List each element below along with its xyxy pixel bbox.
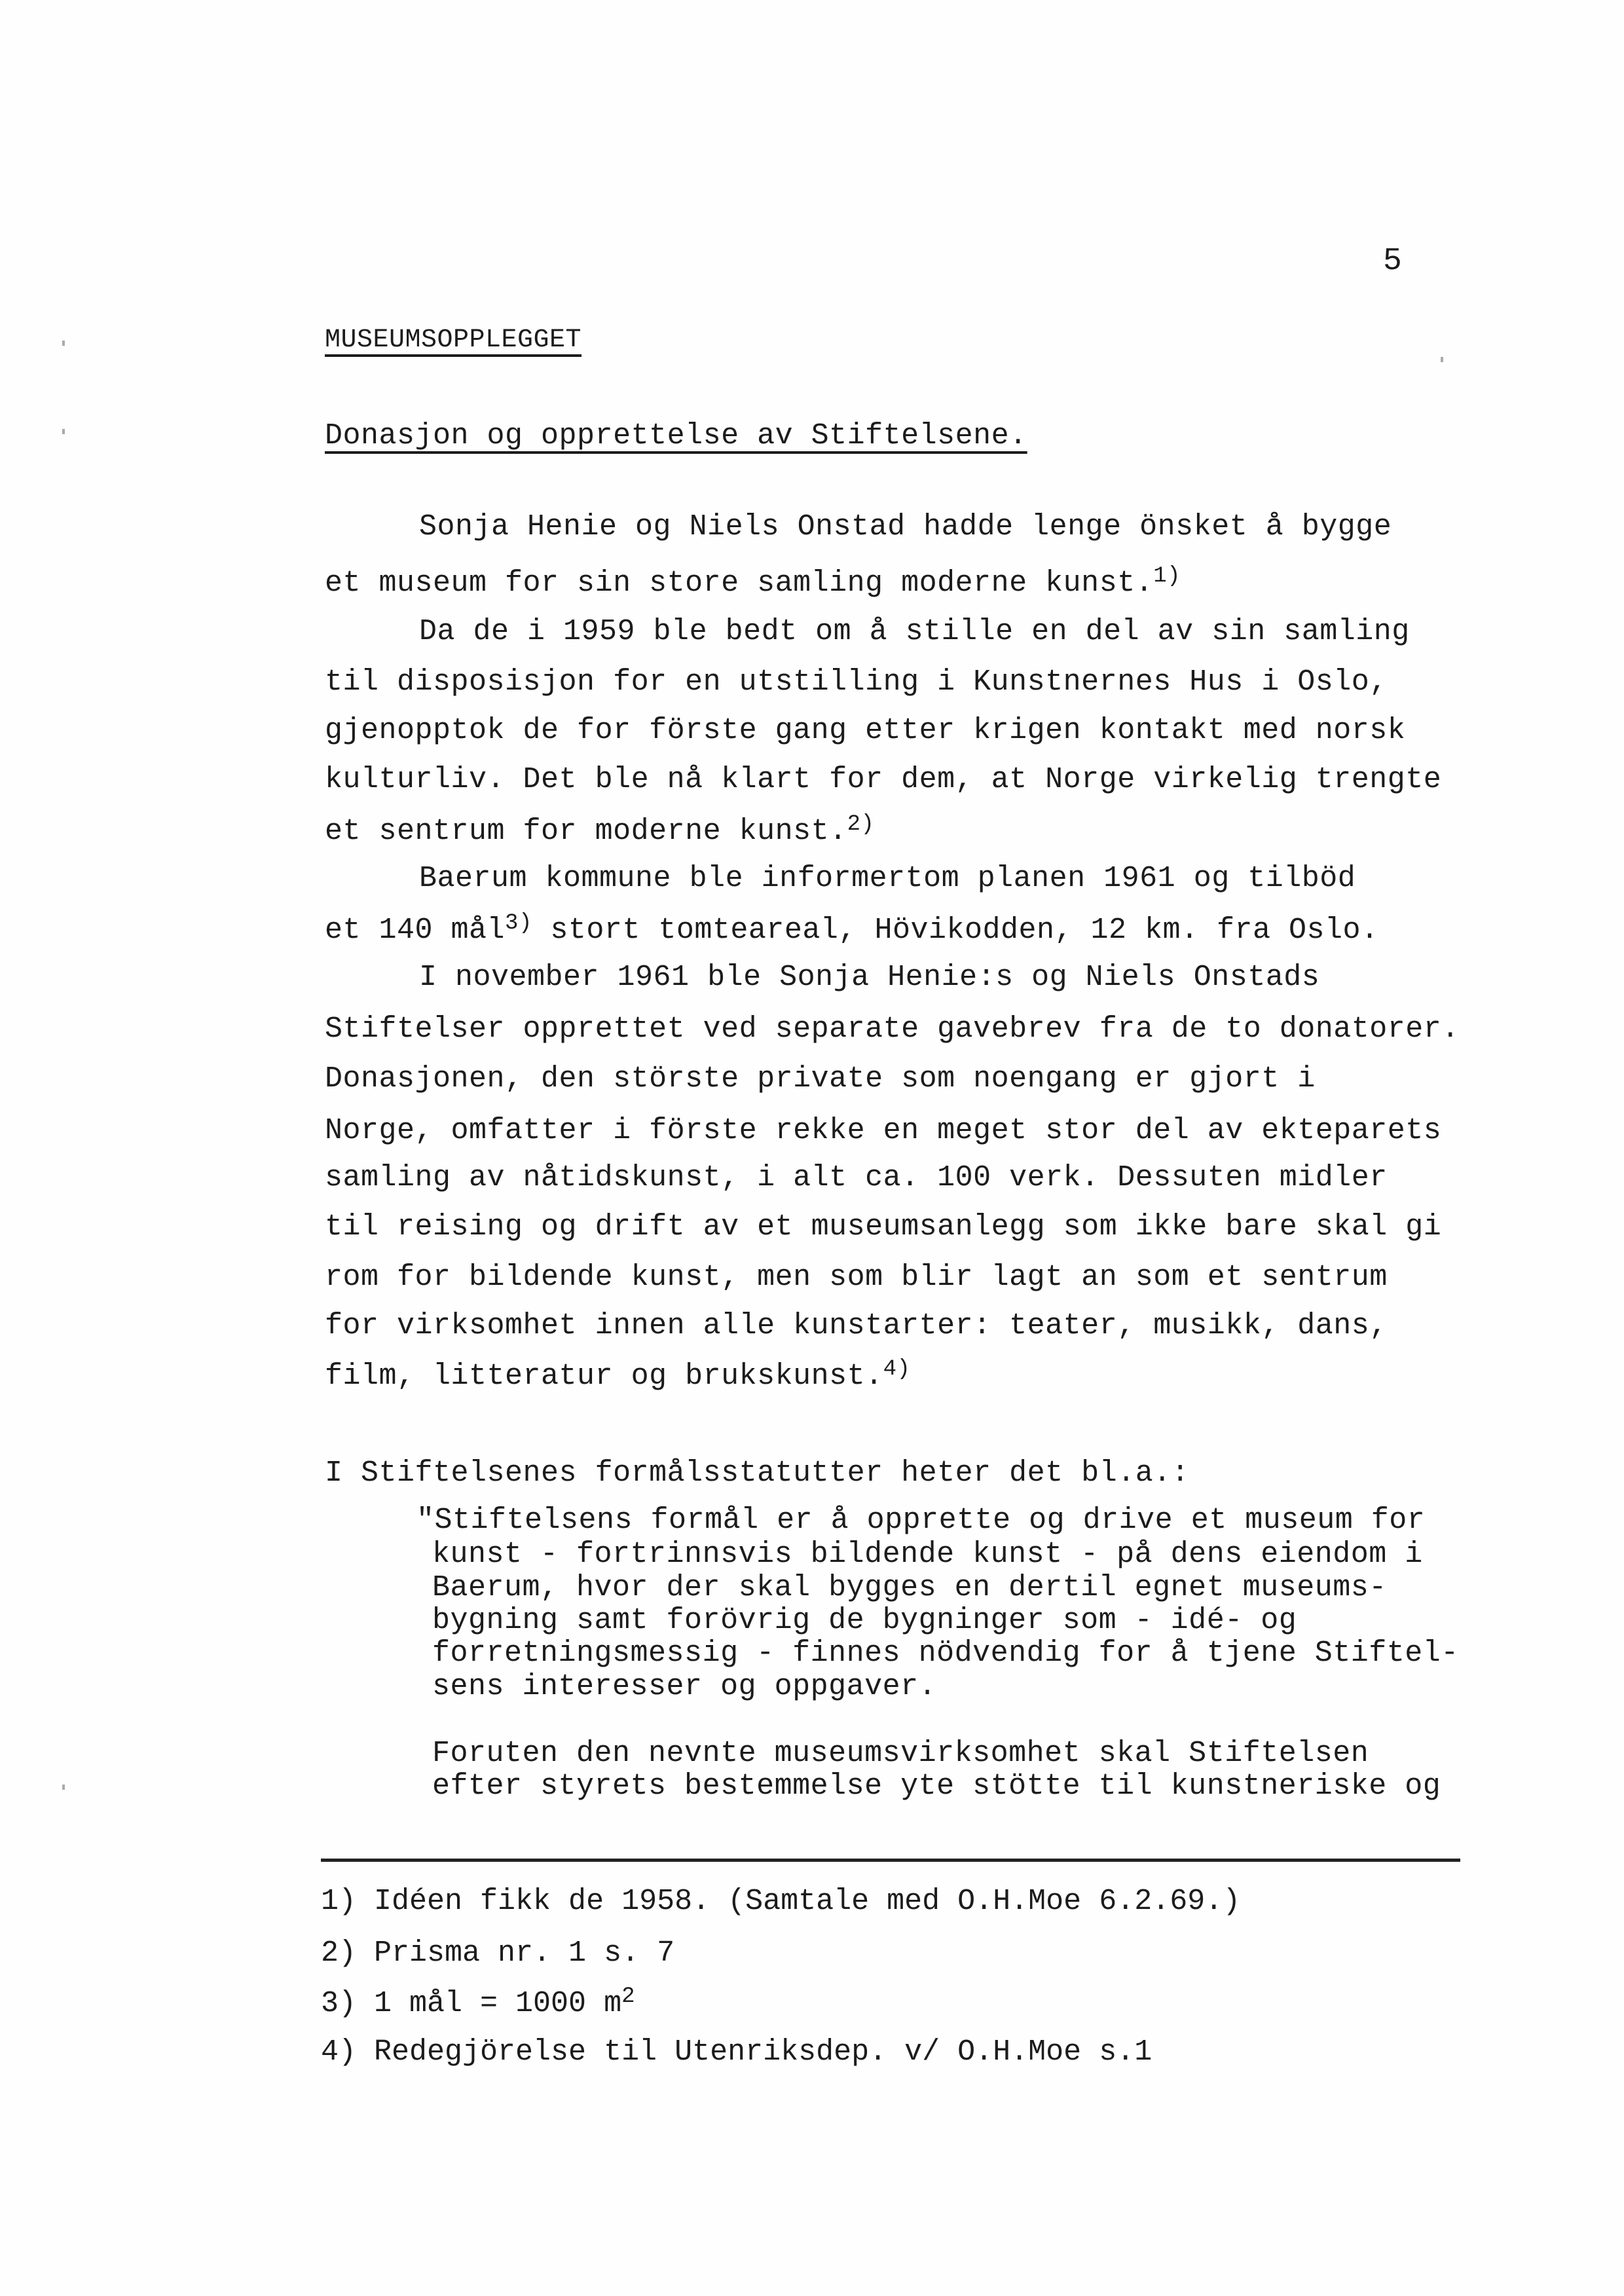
body-line: et museum for sin store samling moderne kunst.$^{1)}$ [325, 564, 1181, 600]
footnote: 4) Redegjörelse til Utenriksdep. v/ O.H.Moe s.1 [321, 2035, 1153, 2069]
superscript: 2 [621, 1984, 635, 2009]
footnote-ref: 3) [505, 911, 532, 936]
scan-speck [62, 341, 65, 346]
quote-line: bygning samt forövrig de bygninger som - idé- og [432, 1604, 1297, 1637]
subheading: Donasjon og opprettelse av Stiftelsene. [325, 419, 1027, 453]
page-number: 5 [1383, 244, 1402, 279]
body-line: for virksomhet innen alle kunstarter: teater, musikk, dans, [325, 1309, 1388, 1342]
quote-line: kunst - fortrinnsvis bildende kunst - på dens eiendom i [432, 1538, 1423, 1571]
body-line: Norge, omfatter i förste rekke en meget stor del av ekteparets [325, 1114, 1442, 1147]
body-line: Baerum kommune ble informertom planen 1961 og tilböd [419, 862, 1356, 895]
section-heading: MUSEUMSOPPLEGGET [325, 325, 582, 355]
footnote: 1) Idéen fikk de 1958. (Samtale med O.H.Moe 6.2.69.) [321, 1885, 1241, 1918]
quote-line: efter styrets bestemmelse yte stötte til kunstneriske og [432, 1769, 1441, 1803]
footnote-ref: 1) [1153, 564, 1181, 589]
footnote-ref: 4) [883, 1357, 911, 1382]
quote-line: Baerum, hvor der skal bygges en dertil egnet museums- [432, 1571, 1387, 1604]
footnote: 3) 1 mål = 1000 $m^2$ [321, 1984, 635, 2020]
body-line: Donasjonen, den störste private som noengang er gjort i [325, 1062, 1316, 1096]
body-line: Sonja Henie og Niels Onstad hadde lenge önsket å bygge [419, 510, 1392, 544]
quote-line: Foruten den nevnte museumsvirksomhet skal Stiftelsen [432, 1737, 1369, 1770]
body-line: til disposisjon for en utstilling i Kunstnernes Hus i Oslo, [325, 665, 1388, 699]
body-line: kulturliv. Det ble nå klart for dem, at Norge virkelig trengte [325, 763, 1442, 796]
body-line: rom for bildende kunst, men som blir lagt an som et sentrum [325, 1261, 1388, 1294]
footnote: 2) Prisma nr. 1 s. 7 [321, 1936, 675, 1970]
body-line: samling av nåtidskunst, i alt ca. 100 verk. Dessuten midler [325, 1161, 1388, 1194]
statutes-intro: I Stiftelsenes formålsstatutter heter det bl.a.: [325, 1456, 1190, 1490]
body-line: et 140 mål$^{3)}$ stort tomteareal, Hövikodden, 12 km. fra Oslo. [325, 911, 1379, 947]
body-line: et sentrum for moderne kunst.$^{2)}$ [325, 812, 875, 848]
quote-line: forretningsmessig - finnes nödvendig for å tjene Stiftel- [432, 1637, 1459, 1670]
body-line: gjenopptok de for förste gang etter krigen kontakt med norsk [325, 714, 1406, 747]
footnote-divider [321, 1859, 1460, 1862]
body-line: Da de i 1959 ble bedt om å stille en del av sin samling [419, 615, 1410, 648]
scan-speck [62, 1785, 65, 1790]
quote-line: "Stiftelsens formål er å opprette og drive et museum for [416, 1504, 1426, 1537]
scan-speck [1441, 357, 1443, 362]
body-line: til reising og drift av et museumsanlegg som ikke bare skal gi [325, 1210, 1442, 1244]
footnote-ref: 2) [847, 812, 875, 837]
body-line: film, litteratur og brukskunst.$^{4)}$ [325, 1357, 911, 1393]
body-line: I november 1961 ble Sonja Henie:s og Niels Onstads [419, 961, 1320, 994]
quote-line: sens interesser og oppgaver. [432, 1670, 937, 1703]
body-line: Stiftelser opprettet ved separate gavebrev fra de to donatorer. [325, 1012, 1460, 1046]
scan-speck [62, 429, 65, 434]
